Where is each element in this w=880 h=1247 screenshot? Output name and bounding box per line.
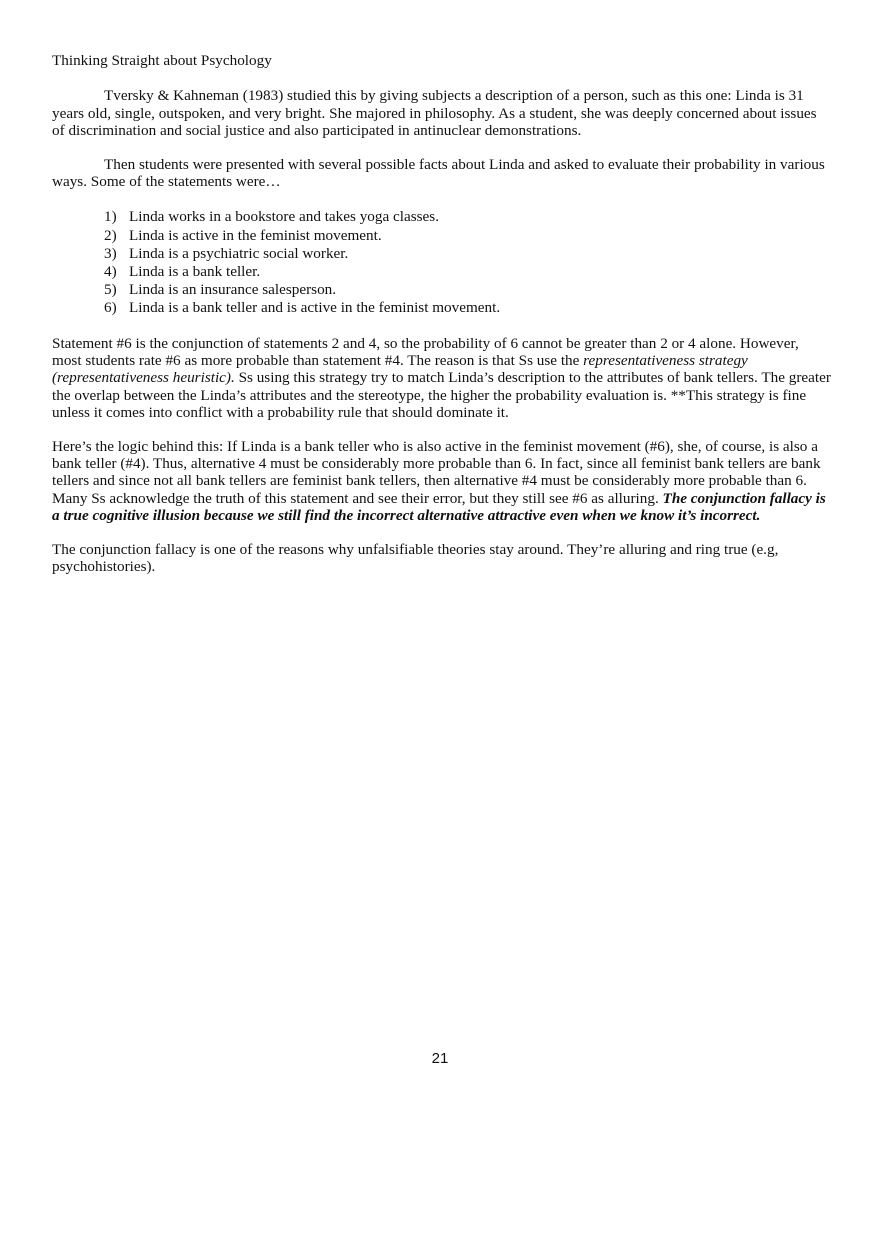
paragraph-text: Ss using this strategy try to match Linda’s description to the attributes of bank tellers. The greater the overlap between the Linda’s attributes and the stereotype, the higher the probability evaluation is. **This strategy is fine unless it comes into conflict with a probability rule that should dominate it. xyxy=(52,369,831,422)
paragraph-text: Statement #6 is the conjunction of statements 2 and 4, so the probability of 6 cannot be greater than 2 or 4 alone. However, most students rate #6 as more probable than statement #4. The reason is that Ss use the xyxy=(52,334,799,369)
paragraph-representativeness xyxy=(52,335,832,422)
list-item-number: 2) xyxy=(104,226,117,244)
paragraph-statements-intro: Then students were presented with several possible facts about Linda and asked to evaluate their probability in various ways. Some of the statements were… xyxy=(52,155,825,191)
running-head: Thinking Straight about Psychology xyxy=(52,52,272,69)
italic-term: representativeness strategy (representativeness heuristic). xyxy=(52,351,748,387)
paragraph-logic xyxy=(52,438,832,525)
list-item-number: 1) xyxy=(104,208,117,226)
list-item-text: Linda is a bank teller and is active in the feminist movement. xyxy=(129,299,501,317)
emphasis-statement: The conjunction fallacy is a true cognitive illusion because we still find the incorrect alternative attractive even when we know it’s incorrect. xyxy=(52,489,826,525)
list-item-number: 3) xyxy=(104,244,117,262)
list-item xyxy=(52,263,832,281)
list-item-text: Linda is an insurance salesperson. xyxy=(129,281,337,299)
list-item xyxy=(52,281,832,299)
list-item-number: 5) xyxy=(104,281,117,299)
list-item-text: Linda is a psychiatric social worker. xyxy=(129,244,349,262)
list-item xyxy=(52,299,832,317)
list-item xyxy=(52,227,832,245)
statements-list xyxy=(52,208,832,317)
list-item-text: Linda is a bank teller. xyxy=(129,263,261,280)
list-item-text: Linda works in a bookstore and takes yoga classes. xyxy=(129,208,440,226)
list-item-text: Linda is active in the feminist movement. xyxy=(129,226,382,244)
list-item-number: 4) xyxy=(104,263,117,280)
list-item xyxy=(52,245,832,263)
document-page xyxy=(52,52,832,591)
paragraph-text: Here’s the logic behind this: If Linda is a bank teller who is also active in the feminist movement (#6), she, of course, is also a bank teller (#4). Thus, alternative 4 must be considerably more probable than 6. In fact, since all feminist bank tellers are bank tellers and since not all bank tellers are feminist bank tellers, then alternative #4 must be considerably more probable than 6. Many Ss acknowledge the truth of this statement and see their error, but they still see #6 as alluring. xyxy=(52,437,821,507)
list-item xyxy=(52,208,832,226)
list-item-number: 6) xyxy=(104,299,117,317)
paragraph-conclusion: The conjunction fallacy is one of the reasons why unfalsifiable theories stay around. They’re alluring and ring true (e.g, psychohistories). xyxy=(52,540,779,576)
paragraph-linda-description: Tversky & Kahneman (1983) studied this by giving subjects a description of a person, such as this one: Linda is 31 years old, single, outspoken, and very bright. She majored in philosophy. As a student, she was deeply concerned about issues of discrimination and social justice and also participated in antinuclear demonstrations. xyxy=(52,87,817,140)
page-number: 21 xyxy=(431,1050,449,1067)
